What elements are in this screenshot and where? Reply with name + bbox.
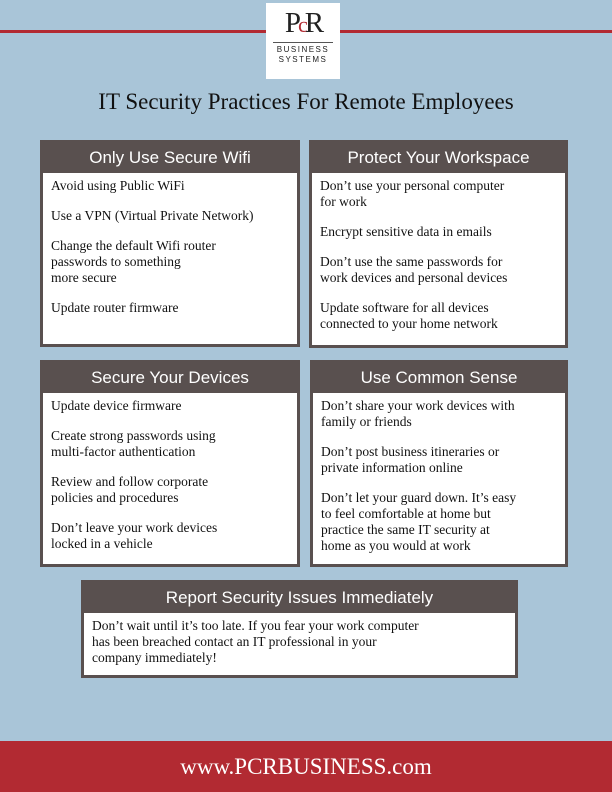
- list-item: Don’t post business itineraries or private information online: [321, 444, 500, 475]
- list-item: Update router firmware: [51, 300, 179, 315]
- list-item: Don’t let your guard down. It’s easy to feel comfortable at home but practice the same IT security at home as you would at work: [321, 490, 517, 553]
- logo-line-1: BUSINESS: [276, 45, 330, 54]
- logo-rule: [273, 42, 333, 43]
- card-title: Protect Your Workspace: [347, 148, 530, 167]
- card-report-issues: [81, 580, 518, 678]
- list-item: Encrypt sensitive data in emails: [320, 224, 492, 239]
- card-title: Report Security Issues Immediately: [165, 588, 434, 607]
- page-title: IT Security Practices For Remote Employees: [98, 89, 514, 114]
- card-body: [313, 393, 565, 564]
- card-secure-devices: [40, 360, 300, 567]
- card-body: [43, 393, 297, 564]
- card-secure-wifi: [40, 140, 300, 347]
- card-body: [43, 173, 297, 344]
- logo-line-2: SYSTEMS: [278, 55, 328, 64]
- list-item: Avoid using Public WiFi: [51, 178, 185, 193]
- card-body: [84, 613, 515, 675]
- card-common-sense: [310, 360, 568, 567]
- list-item: Don’t share your work devices with family or friends: [321, 398, 515, 429]
- list-item: Update device firmware: [51, 398, 182, 413]
- card-title: Secure Your Devices: [91, 368, 249, 387]
- list-item: Review and follow corporate policies and procedures: [51, 474, 209, 505]
- company-logo: [266, 3, 340, 79]
- footer-website-link[interactable]: www.PCRBUSINESS.com: [0, 741, 612, 792]
- list-item: Don’t leave your work devices locked in a vehicle: [51, 520, 218, 551]
- card-title: Use Common Sense: [360, 368, 518, 387]
- list-item: Don’t wait until it’s too late. If you fear your work computer has been breached contact an IT professional in your company immediately!: [92, 618, 419, 665]
- list-item: Update software for all devices connected to your home network: [320, 300, 498, 331]
- list-item: Don’t use the same passwords for work devices and personal devices: [320, 254, 508, 285]
- logo-monogram: PcR: [284, 7, 322, 39]
- list-item: Use a VPN (Virtual Private Network): [51, 208, 254, 223]
- card-title: Only Use Secure Wifi: [89, 148, 251, 167]
- list-item: Don’t use your personal computer for work: [320, 178, 505, 209]
- list-item: Change the default Wifi router passwords to something more secure: [51, 238, 216, 285]
- card-body: [312, 173, 565, 345]
- card-protect-workspace: [309, 140, 568, 348]
- list-item: Create strong passwords using multi-factor authentication: [51, 428, 216, 459]
